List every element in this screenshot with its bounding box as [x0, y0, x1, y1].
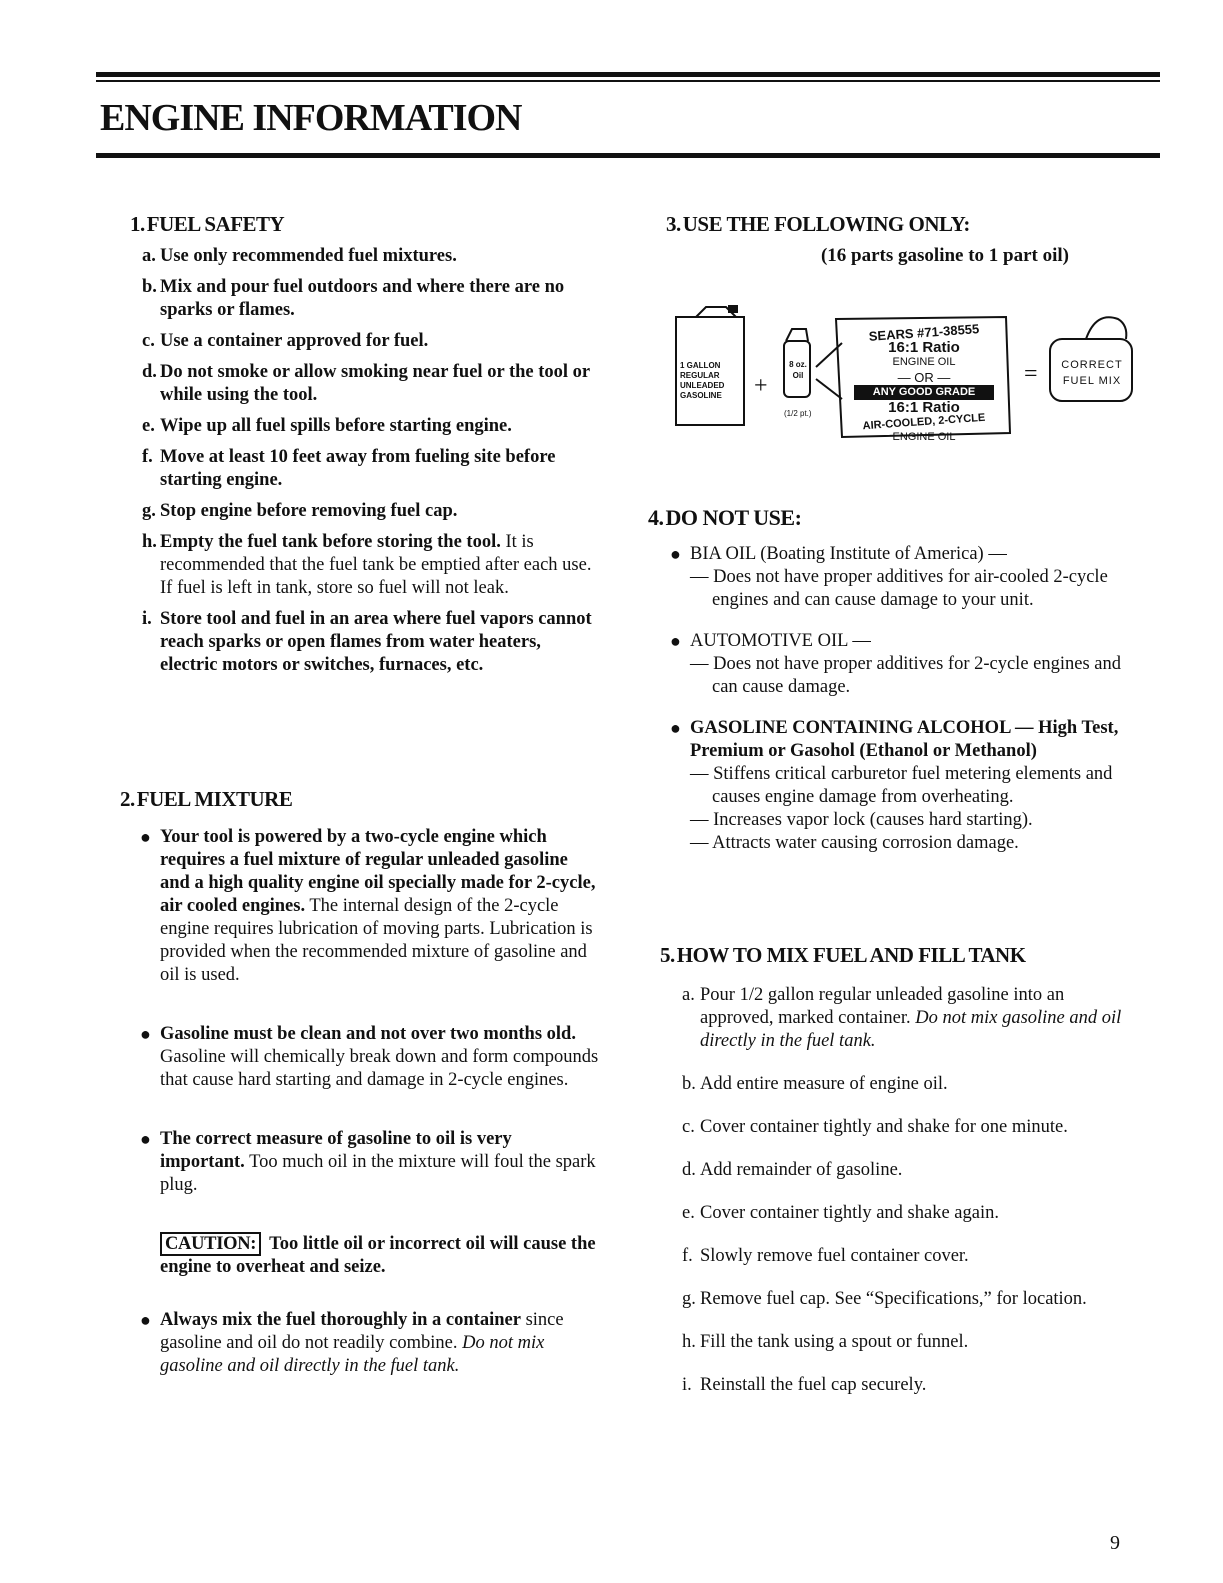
oil-label-line: SEARS #71-38555 — [868, 321, 980, 344]
oil-label-line: 16:1 Ratio — [888, 399, 960, 416]
item-marker: a. — [142, 246, 156, 266]
bullet-icon: ● — [670, 631, 681, 651]
gas-can-spout-icon — [728, 305, 738, 313]
section-5-title: HOW TO MIX FUEL AND FILL TANK — [676, 943, 1026, 967]
section-2-number: 2. — [120, 787, 135, 811]
item-marker: e. — [142, 416, 155, 436]
item-text: Add remainder of gasoline. — [700, 1160, 903, 1180]
equals-sign: = — [1024, 361, 1038, 387]
fuel-container-text: FUEL MIX — [1062, 375, 1122, 387]
list-item — [670, 1331, 1130, 1354]
item-text: Stop engine before removing fuel cap. — [160, 501, 458, 521]
oil-bottle-label — [786, 359, 810, 381]
item-text: Too much oil in the mixture will foul the spark plug. — [160, 1152, 596, 1195]
item-text: Use a container approved for fuel. — [160, 331, 429, 351]
list-item — [130, 276, 600, 322]
item-subtext: — Does not have proper additives for air-cooled 2-cycle engines and can cause damage to your unit. — [690, 567, 1108, 610]
bullet-icon: ● — [140, 1310, 151, 1330]
section-3-title: USE THE FOLLOWING ONLY: — [682, 212, 970, 236]
item-subtext: — Increases vapor lock (causes hard starting). — [690, 810, 1033, 830]
item-heading: BIA OIL (Boating Institute of America) — — [690, 544, 1007, 564]
item-subtext: — Stiffens critical carburetor fuel metering elements and causes engine damage from overheating. — [690, 764, 1113, 807]
fuel-container-text: CORRECT — [1061, 359, 1123, 371]
caution-text: Too little oil or incorrect oil will cause the engine to overheat and seize. — [160, 1234, 596, 1277]
item-marker: i. — [682, 1375, 692, 1395]
top-rule-thin — [96, 80, 1160, 82]
list-item — [130, 1023, 600, 1092]
gas-can-label — [680, 361, 740, 401]
list-item — [670, 984, 1130, 1053]
list-item — [130, 330, 600, 353]
item-text: Remove fuel cap. See “Specifications,” for location. — [700, 1289, 1087, 1309]
list-item — [130, 608, 600, 677]
list-item — [660, 543, 1130, 612]
oil-bottle-text: Oil — [792, 371, 804, 380]
bullet-icon: ● — [670, 718, 681, 738]
do-not-use-list — [660, 543, 1130, 855]
list-item — [130, 446, 600, 492]
oil-label-line: ANY GOOD GRADE — [854, 385, 994, 400]
item-text: Gasoline will chemically break down and form compounds that cause hard starting and damage in 2-cycle engines. — [160, 1047, 599, 1090]
oil-label-line: AIR-COOLED, 2-CYCLE — [862, 411, 986, 433]
how-to-mix-list — [660, 984, 1130, 1397]
bullet-icon: ● — [670, 544, 681, 564]
list-item — [670, 1073, 1130, 1096]
page-title: ENGINE INFORMATION — [100, 97, 522, 139]
item-text: Cover container tightly and shake for one minute. — [700, 1117, 1068, 1137]
list-item — [660, 717, 1130, 855]
section-4-heading — [648, 505, 1130, 531]
oil-label-line: ENGINE OIL — [892, 431, 956, 443]
list-item — [130, 361, 600, 407]
list-item — [670, 1374, 1130, 1397]
fuel-container-handle-icon — [1086, 317, 1126, 339]
item-text: Reinstall the fuel cap securely. — [700, 1375, 927, 1395]
item-text: Move at least 10 feet away from fueling site before starting engine. — [160, 447, 556, 490]
oil-bottle-text: 8 oz. — [789, 360, 807, 369]
item-text: Fill the tank using a spout or funnel. — [700, 1332, 969, 1352]
item-bold-text: Always mix the fuel thoroughly in a container — [160, 1310, 521, 1330]
item-text: Pour 1/2 gallon regular unleaded gasoline into an approved, marked container. — [700, 985, 1065, 1028]
section-5-number: 5. — [660, 943, 675, 967]
fuel-mixture-list-2 — [130, 1309, 600, 1378]
fuel-mix-diagram — [666, 281, 1146, 451]
item-text: since gasoline and oil do not readily combine. — [160, 1310, 564, 1353]
list-item — [670, 1245, 1130, 1268]
section-2-title: FUEL MIXTURE — [136, 787, 293, 811]
item-text: Use only recommended fuel mixtures. — [160, 246, 457, 266]
left-column — [120, 212, 600, 1396]
caution-label: CAUTION: — [160, 1232, 261, 1256]
item-marker: f. — [142, 447, 153, 467]
top-rule — [96, 72, 1160, 77]
list-item — [130, 1309, 600, 1378]
bullet-icon: ● — [140, 1129, 151, 1149]
oil-label-or: — OR — — [897, 370, 951, 385]
list-item — [130, 826, 600, 987]
item-text: Add entire measure of engine oil. — [700, 1074, 948, 1094]
item-marker: h. — [142, 532, 157, 552]
item-bold-text: The correct measure of gasoline to oil is very important. — [160, 1129, 512, 1172]
section-1-heading — [130, 212, 600, 237]
page-number: 9 — [1110, 1532, 1120, 1554]
list-item — [670, 1116, 1130, 1139]
item-marker: a. — [682, 985, 695, 1005]
item-subtext: — Does not have proper additives for 2-cycle engines and can cause damage. — [690, 654, 1122, 697]
item-text: It is recommended that the fuel tank be emptied after each use. If fuel is left in tank, store so fuel will not leak. — [160, 532, 592, 598]
item-bold-text: Empty the fuel tank before storing the tool. — [160, 532, 501, 552]
list-item — [660, 630, 1130, 699]
item-marker: c. — [682, 1117, 695, 1137]
list-item — [130, 1128, 600, 1197]
right-column — [648, 212, 1130, 1417]
list-item — [670, 1202, 1130, 1225]
item-marker: d. — [142, 362, 157, 382]
oil-bottle-note: (1/2 pt.) — [784, 409, 812, 418]
item-text: Slowly remove fuel container cover. — [700, 1246, 969, 1266]
fuel-safety-list — [130, 245, 600, 677]
item-bold-text: Your tool is powered by a two-cycle engine which requires a fuel mixture of regular unleaded gasoline and a high quality engine oil specially made for 2-cycle, air cooled engines. — [160, 827, 596, 916]
item-marker: d. — [682, 1160, 696, 1180]
section-2-heading — [120, 787, 600, 812]
item-marker: g. — [682, 1289, 696, 1309]
mix-ratio: (16 parts gasoline to 1 part oil) — [820, 245, 1070, 266]
plus-sign: + — [754, 373, 768, 399]
item-text: Store tool and fuel in an area where fuel vapors cannot reach sparks or open flames from water heaters, electric motors or switches, furnaces, etc. — [160, 609, 592, 675]
section-1-title: FUEL SAFETY — [146, 212, 285, 236]
gas-can-text: UNLEADED — [680, 381, 725, 390]
fuel-mixture-list — [130, 826, 600, 1197]
gas-can-text: GASOLINE — [680, 391, 722, 400]
section-4-title: DO NOT USE: — [665, 505, 802, 530]
oil-label-line: ENGINE OIL — [892, 356, 956, 368]
bullet-icon: ● — [140, 827, 151, 847]
section-3-heading — [666, 212, 1130, 237]
caution-note — [130, 1233, 600, 1279]
fuel-container-label — [1052, 357, 1132, 389]
gas-can-text: 1 GALLON — [680, 361, 721, 370]
item-marker: g. — [142, 501, 156, 521]
item-heading: GASOLINE CONTAINING ALCOHOL — High Test, Premium or Gasohol (Ethanol or Methanol) — [690, 718, 1119, 761]
item-marker: b. — [142, 277, 157, 297]
title-underline — [96, 153, 1160, 158]
item-subtext: — Attracts water causing corrosion damage. — [690, 833, 1019, 853]
bullet-icon: ● — [140, 1024, 151, 1044]
oil-label-text — [842, 321, 1006, 445]
list-item — [670, 1288, 1130, 1311]
section-1-number: 1. — [130, 212, 145, 236]
item-marker: c. — [142, 331, 155, 351]
arrow-line — [816, 379, 842, 399]
list-item — [130, 415, 600, 438]
gas-can-text: REGULAR — [680, 371, 720, 380]
item-heading: AUTOMOTIVE OIL — — [690, 631, 871, 651]
section-3-number: 3. — [666, 212, 681, 236]
oil-label-line: 16:1 Ratio — [888, 339, 960, 356]
item-text: Do not smoke or allow smoking near fuel or the tool or while using the tool. — [160, 362, 590, 405]
item-text: Mix and pour fuel outdoors and where there are no sparks or flames. — [160, 277, 565, 320]
item-text: Wipe up all fuel spills before starting engine. — [160, 416, 512, 436]
item-marker: e. — [682, 1203, 695, 1223]
section-4-number: 4. — [648, 505, 664, 530]
item-text: The internal design of the 2-cycle engine requires lubrication of moving parts. Lubrication is provided when the recommended mixture of gasoline and oil is used. — [160, 896, 593, 985]
list-item — [130, 245, 600, 268]
item-italic-text: Do not mix gasoline and oil directly in the fuel tank. — [160, 1333, 545, 1376]
list-item — [130, 531, 600, 600]
list-item — [670, 1159, 1130, 1182]
item-marker: b. — [682, 1074, 696, 1094]
list-item — [130, 500, 600, 523]
oil-bottle-neck-icon — [786, 329, 808, 341]
section-5-heading — [660, 943, 1130, 968]
item-marker: f. — [682, 1246, 693, 1266]
item-marker: i. — [142, 609, 152, 629]
item-italic-text: Do not mix gasoline and oil directly in the fuel tank. — [700, 1008, 1122, 1051]
item-bold-text: Gasoline must be clean and not over two months old. — [160, 1024, 576, 1044]
item-marker: h. — [682, 1332, 696, 1352]
item-text: Cover container tightly and shake again. — [700, 1203, 999, 1223]
